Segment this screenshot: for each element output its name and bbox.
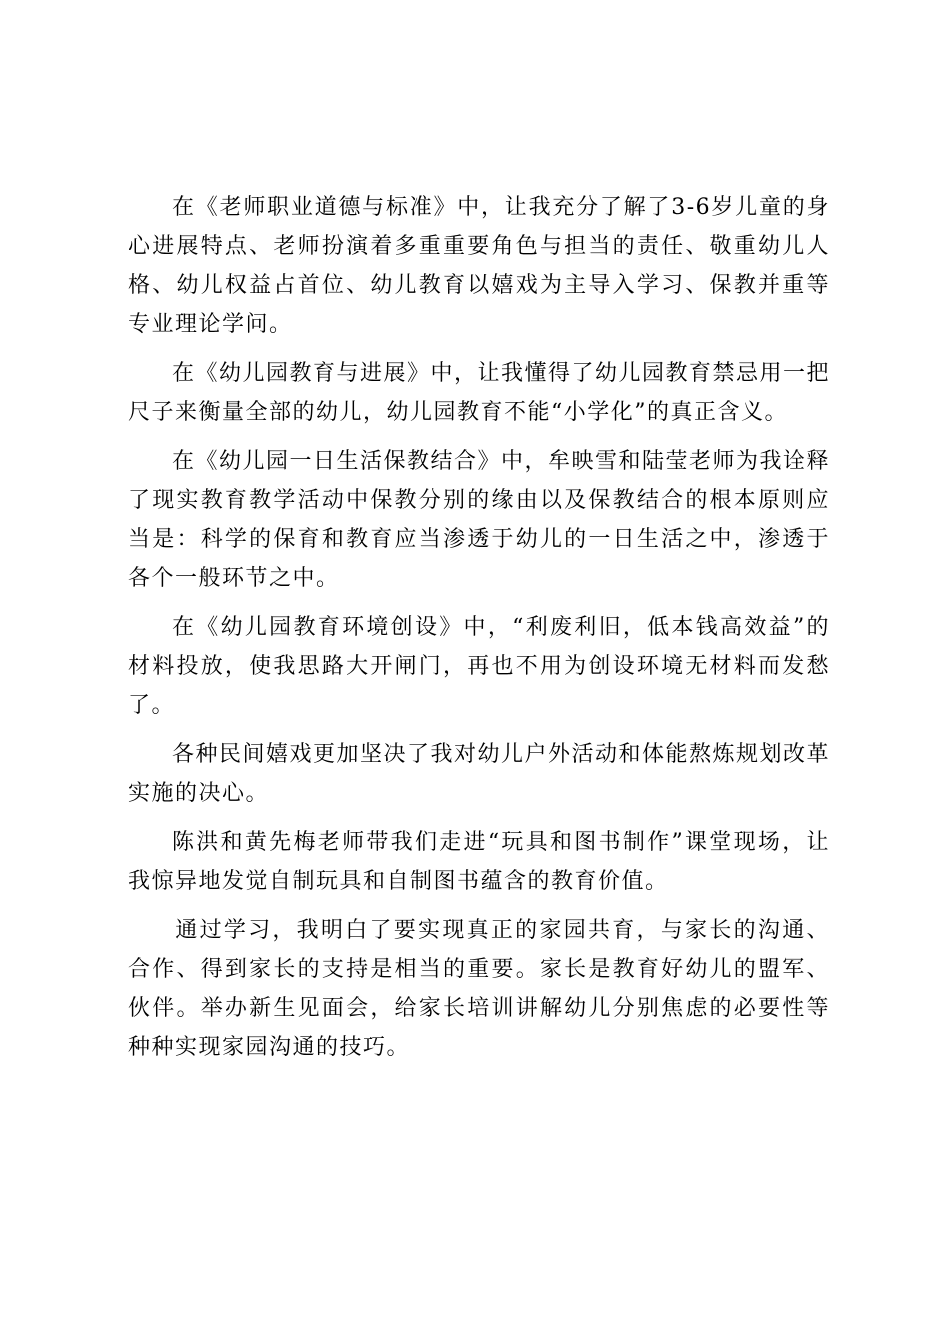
paragraph-6: 陈洪和黄先梅老师带我们走进“玩具和图书制作”课堂现场，让我惊异地发觉自制玩具和自制图书蕴含的教育价值。: [128, 830, 830, 894]
paragraph-7: 通过学习，我明白了要实现真正的家园共育，与家长的沟通、合作、得到家长的支持是相当的重要。家长是教育好幼儿的盟军、伙伴。举办新生见面会，给家长培训讲解幼儿分别焦虑的必要性等种种实现家园沟通的技巧。: [128, 918, 830, 1060]
paragraph-1: 在《老师职业道德与标准》中，让我充分了解了3-6岁儿童的身心进展特点、老师扮演着多重重要角色与担当的责任、敬重幼儿人格、幼儿权益占首位、幼儿教育以嬉戏为主导入学习、保教并重等专业理论学问。: [128, 195, 830, 337]
paragraph-3: 在《幼儿园一日生活保教结合》中，牟映雪和陆莹老师为我诠释了现实教育教学活动中保教分别的缘由以及保教结合的根本原则应当是：科学的保育和教育应当渗透于幼儿的一日生活之中，渗透于各个一般环节之中。: [128, 449, 831, 591]
document-body: [128, 188, 830, 1077]
paragraph-2: 在《幼儿园教育与进展》中，让我懂得了幼儿园教育禁忌用一把尺子来衡量全部的幼儿，幼儿园教育不能“小学化”的真正含义。: [128, 361, 831, 425]
paragraph-5: 各种民间嬉戏更加坚决了我对幼儿户外活动和体能熬炼规划改革实施的决心。: [128, 742, 831, 806]
paragraph-4: 在《幼儿园教育环境创设》中，“利废利旧，低本钱高效益”的材料投放，使我思路大开闸门，再也不用为创设环境无材料而发愁了。: [128, 615, 830, 718]
